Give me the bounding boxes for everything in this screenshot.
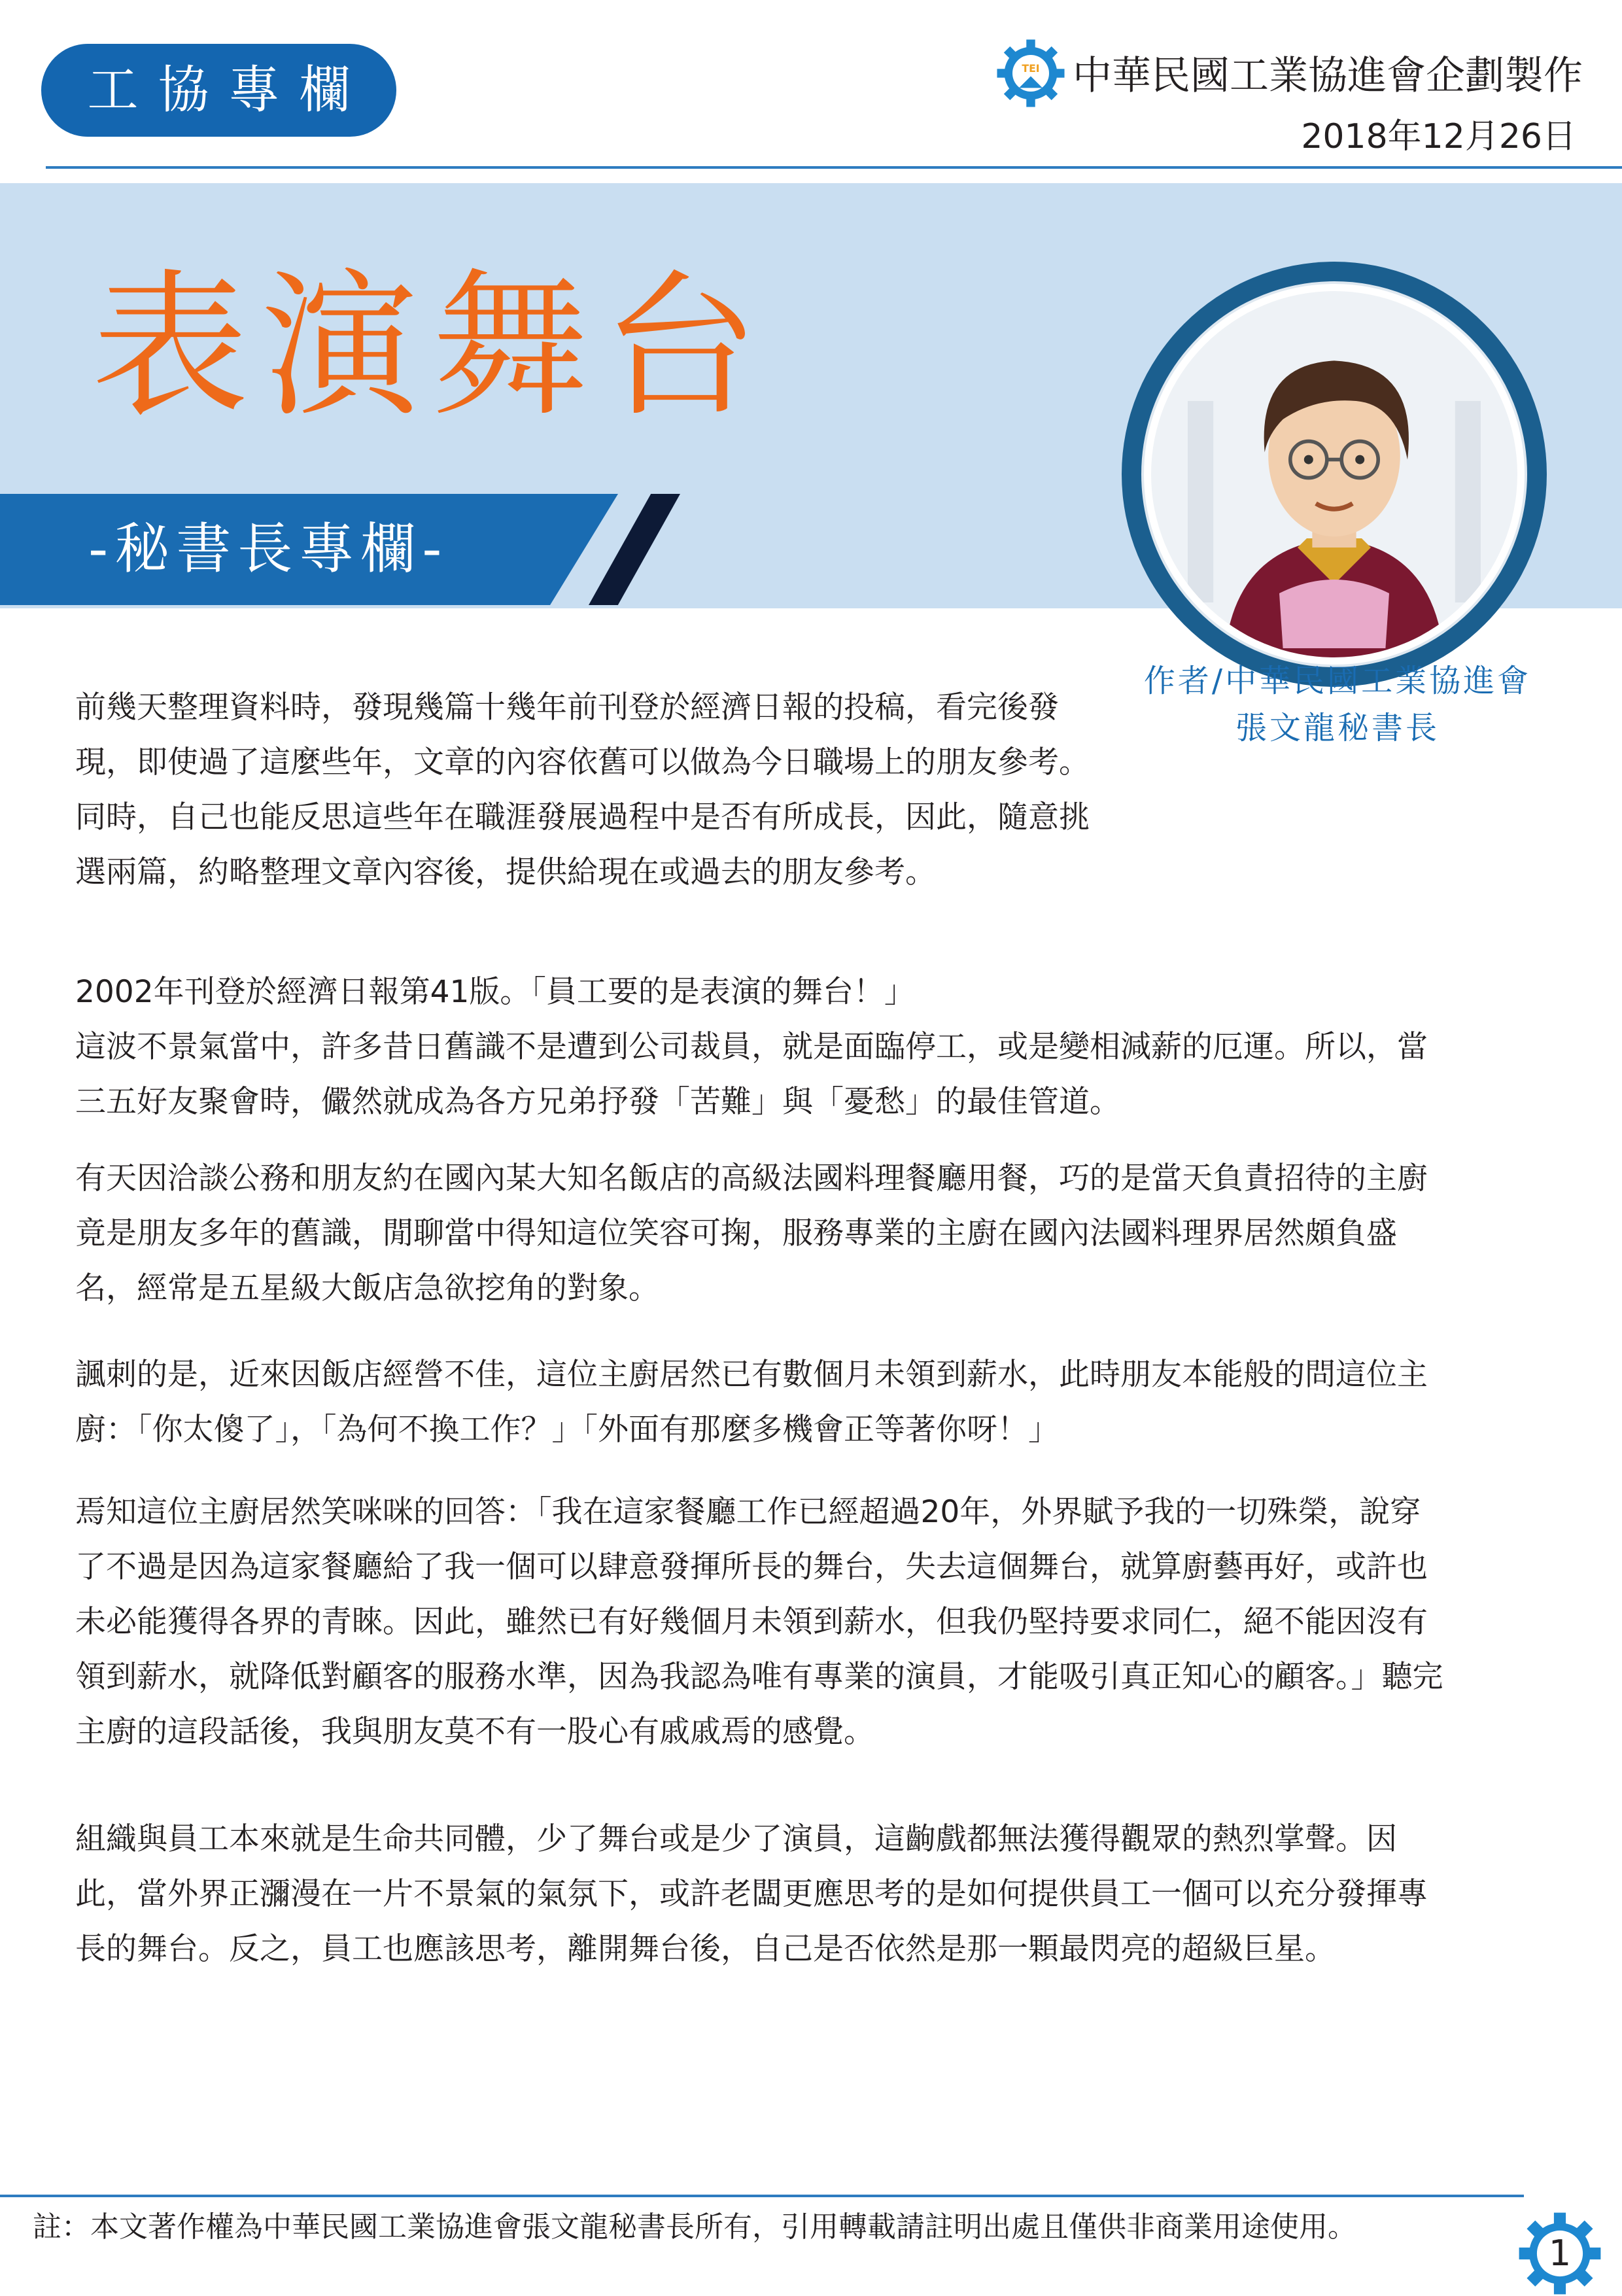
page-number: 1 (1548, 2233, 1572, 2274)
paragraph-4-text: 焉知這位主廚居然笑咪咪的回答：「我在這家餐廳工作已經超過20年，外界賦予我的一切殊榮，說穿了不過是因為這家餐廳給了我一個可以肆意發揮所長的舞台，失去這個舞台，就算廚藝再好，或許也未必能獲得各界的青睞。因此，雖然已有好幾個月未領到薪水，但我仍堅持要求同仁，絕不能因沒有領到薪水，就降低對顧客的服務水準，因為我認為唯有專業的演員，才能吸引真正知心的顧客。」聽完主廚的這段話後，我與朋友莫不有一股心有戚戚焉的感覺。 (75, 1494, 1443, 1750)
column-label: 工協專欄 (87, 61, 370, 120)
source-line: 2002年刊登於經濟日報第41版。「員工要的是表演的舞台！」 (75, 974, 915, 1010)
top-divider (46, 166, 1622, 169)
publish-date: 2018年12月26日 (1301, 117, 1576, 156)
paragraph-3 (75, 1348, 1449, 1457)
bottom-divider (0, 2195, 1524, 2197)
page-subtitle: -秘書長專欄- (88, 517, 449, 581)
paragraph-1-text: 這波不景氣當中，許多昔日舊識不是遭到公司裁員，就是面臨停工，或是變相減薪的厄運。所以，當三五好友聚會時，儼然就成為各方兄弟抒發「苦難」與「憂愁」的最佳管道。 (75, 1029, 1428, 1120)
paragraph-5-text: 組織與員工本來就是生命共同體，少了舞台或是少了演員，這齣戲都無法獲得觀眾的熱烈掌聲。因此，當外界正瀰漫在一片不景氣的氣氛下，或許老闆更應思考的是如何提供員工一個可以充分發揮專長的舞台。反之，員工也應該思考，離開舞台後，自己是否依然是那一顆最閃亮的超級巨星。 (75, 1821, 1428, 1967)
org-name: 中華民國工業協進會企劃製作 (1073, 53, 1583, 99)
author-line-2: 張文龍秘書長 (1235, 710, 1440, 746)
copyright-note: 註：本文著作權為中華民國工業協進會張文龍秘書長所有，引用轉載請註明出處且僅供非商業用途使用。 (33, 2210, 1356, 2244)
paragraph-4 (75, 1485, 1449, 1760)
column-label-pill (41, 44, 396, 137)
paragraph-5 (75, 1812, 1449, 1977)
gear-logo-icon (994, 37, 1067, 110)
author-caricature-icon (1151, 291, 1517, 657)
logo-text: TEI (1022, 61, 1040, 75)
intro-paragraph (75, 680, 1096, 900)
author-caption (1079, 657, 1596, 752)
paragraph-2 (75, 1151, 1449, 1316)
author-line-1: 作者/中華民國工業協進會 (1143, 663, 1532, 699)
paragraph-3-text: 諷刺的是，近來因飯店經營不佳，這位主廚居然已有數個月未領到薪水，此時朋友本能般的問這位主廚：「你太傻了」，「為何不換工作？」「外面有那麼多機會正等著你呀！」 (75, 1357, 1428, 1448)
intro-text: 前幾天整理資料時，發現幾篇十幾年前刊登於經濟日報的投稿，看完後發現，即使過了這麼些年，文章的內容依舊可以做為今日職場上的朋友參考。同時，自己也能反思這些年在職涯發展過程中是否有所成長，因此，隨意挑選兩篇，約略整理文章內容後，提供給現在或過去的朋友參考。 (75, 689, 1090, 890)
page-title: 表演舞台 (92, 255, 772, 438)
paragraph-2-text: 有天因洽談公務和朋友約在國內某大知名飯店的高級法國料理餐廳用餐，巧的是當天負責招待的主廚竟是朋友多年的舊識，閒聊當中得知這位笑容可掬，服務專業的主廚在國內法國料理界居然頗負盛名，經常是五星級大飯店急欲挖角的對象。 (75, 1160, 1428, 1306)
paragraph-1 (75, 965, 1449, 1130)
